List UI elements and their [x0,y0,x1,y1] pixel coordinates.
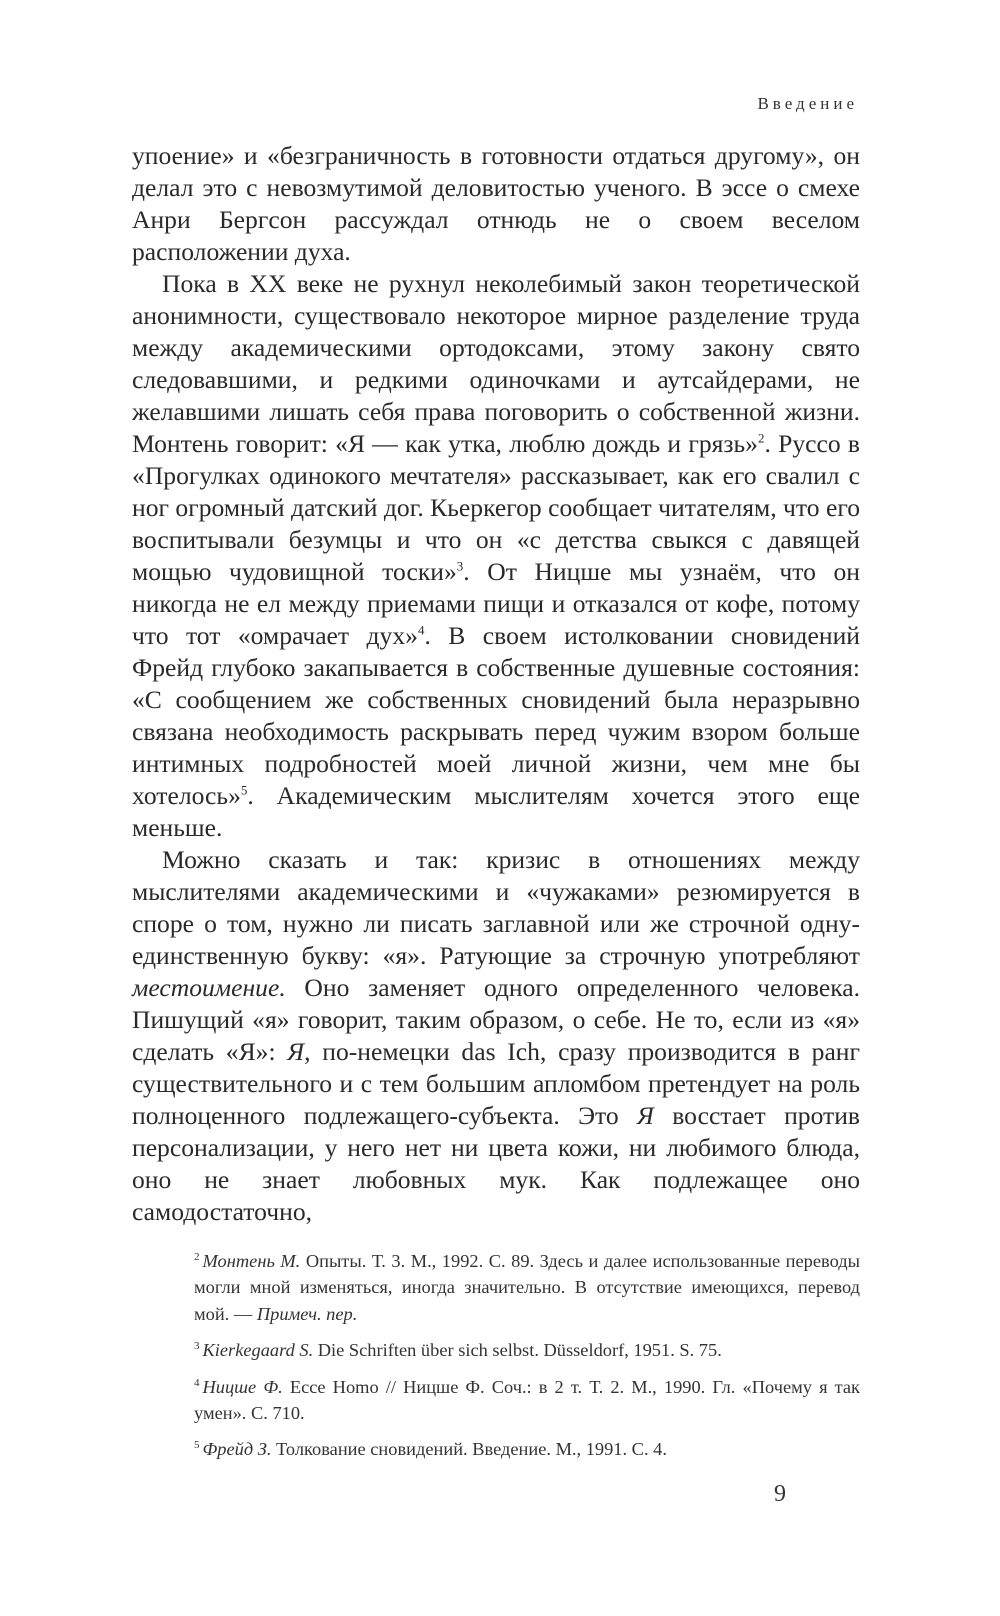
footnote-ref: 4 [417,622,425,638]
footnote-author: Kierkegaard S. [202,1340,314,1361]
footnote-number: 3 [194,1340,200,1353]
footnote [194,1337,860,1363]
footnote-author: Монтень М. [202,1251,301,1271]
footnote-ref: 2 [757,430,765,446]
paragraph-text: восстает против персонализации, у него нет ни цвета кожи, ни любимого блюда, оно не знает любовных мук. Как подлежащее оно самодостаточно, [132,1101,861,1226]
footnote-text: Ecce Homo // Ницше Ф. Соч.: в 2 т. Т. 2. М., 1990. Гл. «Почему я так умен». С. 710. [194,1376,860,1424]
footnotes [194,1248,860,1473]
footnote-ref: 5 [240,782,248,798]
italic-term: Я [637,1101,654,1130]
page-number: 9 [774,1481,786,1507]
footnote [194,1374,860,1427]
footnote-ref: 3 [456,558,464,574]
footnote-text: Толкование сновидений. Введение. М., 1991. С. 4. [271,1439,667,1460]
italic-term: местоимение. [132,973,286,1002]
italic-term: Я [287,1037,305,1066]
paragraph-text: Можно сказать и так: кризис в отношениях между мыслителями академическими и «чужаками» резюмируется в споре о том, нужно ли писать заглавной или же строчной одну-единственную букву: «я». Ратующие за строчную употребляют [132,845,860,970]
paragraph-text: . Академическим мыслителям хочется этого еще меньше. [132,781,860,842]
footnote-author: Фрейд З. [202,1439,272,1460]
paragraph-text: упоение» и «безграничность в готовности отдаться другому», он делал это с невозмутимой деловитостью ученого. В эссе о смехе Анри Бергсон рассуждал отнюдь не о своем веселом расположении духа. [132,141,860,266]
paragraph-3 [132,844,860,1228]
footnote-number: 4 [194,1376,200,1389]
footnote-note: Примеч. пер. [256,1303,358,1324]
paragraph-text: . От Ницше мы узнаём, что он никогда не ел между приемами пищи и отказался от кофе, потому что тот «омрачает дух» [132,557,860,650]
paragraph-text: , по-немецки das Ich, сразу производится в ранг существительного и с тем большим апломбом претендует на роль полноценного подлежащего-субъекта. Это [132,1037,860,1130]
paragraph-text: Оно заменяет одного определенного человека. Пишущий «я» говорит, таким образом, о себе. Не то, если из «я» сделать «Я»: [132,973,860,1066]
footnote [194,1436,860,1462]
running-head: Введение [757,94,858,113]
footnote-number: 5 [194,1439,200,1452]
body-text [132,140,860,1228]
footnote-text: Die Schriften über sich selbst. Düsseldorf, 1951. S. 75. [313,1340,722,1361]
paragraph-text: Пока в XX веке не рухнул неколебимый закон теоретической анонимности, существовало некоторое мирное разделение труда между академическими ортодоксами, этому закону свято следовавшими, и редкими одиночками и аутсайдерами, не желавшими лишать себя права поговорить о собственной жизни. Монтень говорит: «Я — как утка, люблю дождь и грязь» [132,269,860,458]
paragraph-text: . В своем истолковании сновидений Фрейд глубоко закапывается в собственные душевные состояния: «С сообщением же собственных сновидений была неразрывно связана необходимость раскрывать перед чужим взором больше интимных подробностей моей личной жизни, чем мне бы хотелось» [132,621,860,810]
footnote-text: Опыты. Т. 3. М., 1992. С. 89. Здесь и далее использованные переводы могли мной изменяться, иногда значительно. В отсутствие имеющихся, перевод мой. — [194,1251,860,1324]
footnote [194,1248,860,1327]
paragraph-1 [132,140,860,268]
paragraph-2 [132,268,860,844]
footnote-number: 2 [194,1250,200,1263]
paragraph-text: . Руссо в «Прогулках одинокого мечтателя» рассказывает, как его свалил с ног огромный датский дог. Кьеркегор сообщает читателям, что его воспитывали безумцы и что он «с детства свыкся с давящей мощью чудовищной тоски» [132,429,860,586]
footnote-author: Ницше Ф. [202,1376,283,1397]
